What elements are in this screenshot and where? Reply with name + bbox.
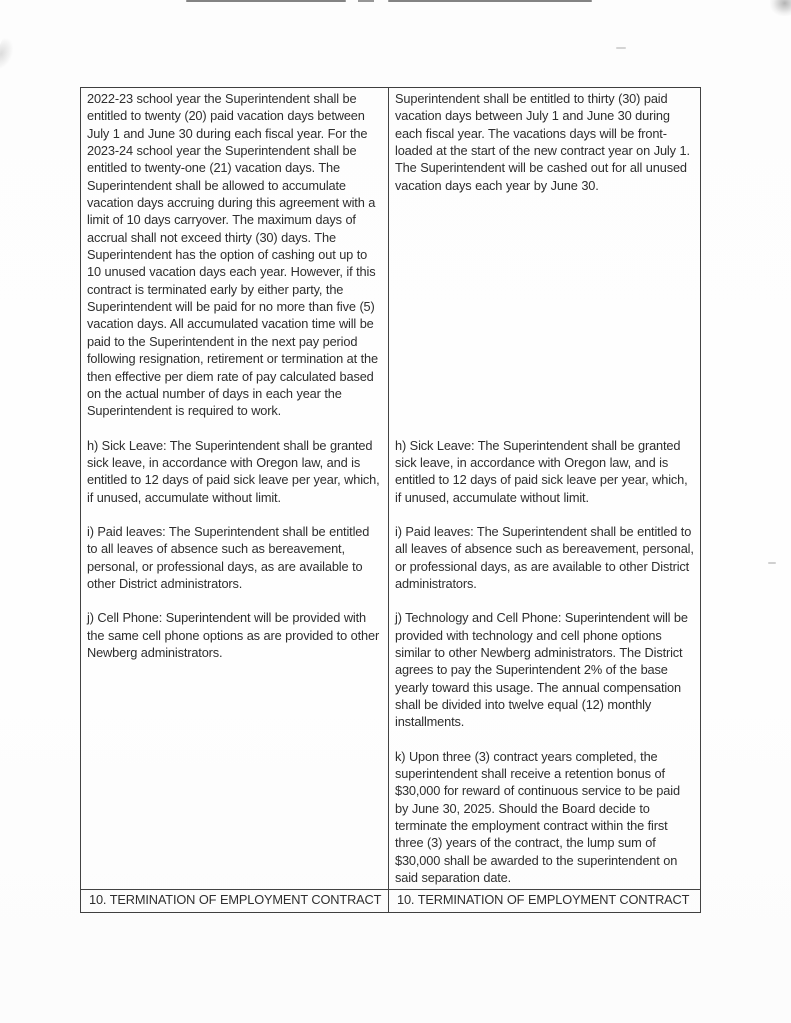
cell-vacation-new: Superintendent shall be entitled to thirty (30) paid vacation days between July 1 and June 30 during each fiscal year. The vacations days will be front-loaded at the start of the new contract year on July 1. The Superintendent will be cashed out for all unused vacation days each year by June 30. xyxy=(389,88,701,437)
cell-vacation-old: 2022-23 school year the Superintendent shall be entitled to twenty (20) paid vacation days between July 1 and June 30 during each fiscal year. For the 2023-24 school year the Superintendent shall be entitled to twenty-one (21) vacation days. The Superintendent shall be allowed to accumulate vacation days accruing during this agreement with a limit of 10 days carryover. The maximum days of accrual shall not exceed thirty (30) days. The Superintendent has the option of cashing out up to 10 unused vacation days each year. However, if this contract is terminated early by either party, the Superintendent will be paid for no more than five (5) vacation days. All accumulated vacation time will be paid to the Superintendent in the next pay period following resignation, retirement or termination at the then effective per diem rate of pay calculated based on the actual number of days in each year the Superintendent is required to work. xyxy=(81,88,389,437)
table-row-sick-leave xyxy=(81,437,701,523)
scan-artifact-top-strip xyxy=(358,0,374,2)
table-row-vacation xyxy=(81,88,701,437)
cell-phone-old: j) Cell Phone: Superintendent will be provided with the same cell phone options as are provided to other Newberg administrators. xyxy=(81,609,389,747)
contract-comparison-table xyxy=(80,87,701,913)
cell-paid-leaves-old: i) Paid leaves: The Superintendent shall be entitled to all leaves of absence such as bereavement, personal, or professional days, as are available to other District administrators. xyxy=(81,523,389,609)
cell-sick-leave-new: h) Sick Leave: The Superintendent shall be granted sick leave, in accordance with Oregon law, and is entitled to 12 days of paid sick leave per year, which, if unused, accumulate without limit. xyxy=(389,437,701,523)
scan-artifact-dash xyxy=(768,562,776,564)
cell-sick-leave-old: h) Sick Leave: The Superintendent shall be granted sick leave, in accordance with Oregon law, and is entitled to 12 days of paid sick leave per year, which, if unused, accumulate without limit. xyxy=(81,437,389,523)
scan-artifact-dash xyxy=(616,47,626,49)
table-row-cell-phone xyxy=(81,609,701,747)
table-row-paid-leaves xyxy=(81,523,701,609)
cell-termination-heading-new: 10. TERMINATION OF EMPLOYMENT CONTRACT xyxy=(389,890,701,912)
scan-artifact-top-strip xyxy=(186,0,346,2)
cell-paid-leaves-new: i) Paid leaves: The Superintendent shall be entitled to all leaves of absence such as bereavement, personal, or professional days, as are available to other District administrators. xyxy=(389,523,701,609)
cell-retention-old-empty xyxy=(81,748,389,890)
cell-termination-heading-old: 10. TERMINATION OF EMPLOYMENT CONTRACT xyxy=(81,890,389,912)
table-row-retention-bonus xyxy=(81,748,701,890)
scan-artifact-corner-smudge xyxy=(770,0,791,16)
cell-retention-new: k) Upon three (3) contract years completed, the superintendent shall receive a retention bonus of $30,000 for reward of continuous service to be paid by June 30, 2025. Should the Board decide to terminate the employment contract within the first three (3) years of the contract, the lump sum of $30,000 shall be awarded to the superintendent on said separation date. xyxy=(389,748,701,890)
scan-artifact-top-strip xyxy=(388,0,592,2)
scan-artifact-edge-smudge xyxy=(0,36,18,74)
cell-phone-new: j) Technology and Cell Phone: Superintendent will be provided with technology and cell phone options similar to other Newberg administrators. The District agrees to pay the Superintendent 2% of the base yearly toward this usage. The annual compensation shall be divided into twelve equal (12) monthly installments. xyxy=(389,609,701,747)
table-row-termination-heading xyxy=(81,890,701,912)
